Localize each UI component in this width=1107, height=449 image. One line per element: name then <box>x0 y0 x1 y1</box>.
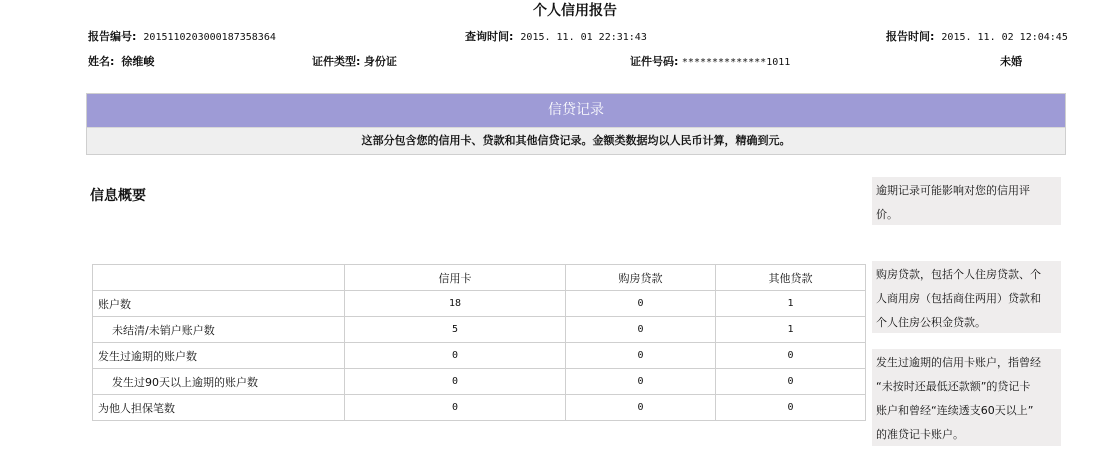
table-row <box>93 317 866 343</box>
cell-value: 0 <box>716 343 866 369</box>
id-number-value: **************1011 <box>681 57 791 68</box>
cell-value: 18 <box>345 291 566 317</box>
id-type-value: 身份证 <box>363 55 397 68</box>
report-time-label: 报告时间: <box>886 30 935 43</box>
note-line: “未按时还最低还款额”的贷记卡 <box>876 380 1031 393</box>
cell-value: 0 <box>566 317 716 343</box>
note-line: 发生过逾期的信用卡账户，指曾经 <box>876 356 1041 369</box>
query-time-value: 2015. 11. 01 22:31:43 <box>520 32 647 43</box>
credit-record-description: 这部分包含您的信用卡、贷款和其他信贷记录。金额类数据均以人民币计算，精确到元。 <box>87 127 1065 154</box>
note-line: 个人住房公积金贷款。 <box>876 316 986 329</box>
row-label: 为他人担保笔数 <box>93 395 345 421</box>
report-time-value: 2015. 11. 02 12:04:45 <box>941 32 1068 43</box>
table-row <box>93 369 866 395</box>
note-line: 账户和曾经“连续透支60天以上” <box>876 404 1034 417</box>
note-line: 购房贷款，包括个人住房贷款、个 <box>876 268 1041 281</box>
note-line: 价。 <box>876 208 898 221</box>
table-row <box>93 343 866 369</box>
row-label: 未结清/未销户账户数 <box>93 317 345 343</box>
cell-value: 5 <box>345 317 566 343</box>
credit-record-band <box>86 93 1066 155</box>
person-name <box>88 53 154 69</box>
table-header-row <box>93 265 866 291</box>
note-line: 逾期记录可能影响对您的信用评 <box>876 184 1030 197</box>
cell-value: 1 <box>716 291 866 317</box>
marital-status: 未婚 <box>1000 55 1022 68</box>
report-number-label: 报告编号: <box>88 30 137 43</box>
note-line: 的准贷记卡账户。 <box>876 428 964 441</box>
cell-value: 0 <box>566 291 716 317</box>
id-type-label: 证件类型: <box>312 55 361 68</box>
header-housing-loan: 购房贷款 <box>566 265 716 291</box>
cell-value: 0 <box>345 369 566 395</box>
id-number-label: 证件号码: <box>630 55 679 68</box>
cell-value: 0 <box>716 395 866 421</box>
table-row <box>93 291 866 317</box>
cell-value: 0 <box>566 369 716 395</box>
cell-value: 1 <box>716 317 866 343</box>
report-title: 个人信用报告 <box>533 3 617 19</box>
cell-value: 0 <box>345 343 566 369</box>
cell-value: 0 <box>716 369 866 395</box>
id-number <box>630 53 790 69</box>
table-row <box>93 395 866 421</box>
header-other-loan: 其他贷款 <box>716 265 866 291</box>
row-label: 发生过逾期的账户数 <box>93 343 345 369</box>
report-time <box>886 28 1068 44</box>
report-number <box>88 28 276 44</box>
report-number-value: 2015110203000187358364 <box>143 32 276 43</box>
name-value: 徐维峻 <box>121 55 155 68</box>
cell-value: 0 <box>566 395 716 421</box>
header-empty-cell <box>93 265 345 291</box>
cell-value: 0 <box>345 395 566 421</box>
summary-table <box>92 264 866 421</box>
id-type <box>312 53 397 69</box>
query-time <box>465 28 647 44</box>
cell-value: 0 <box>566 343 716 369</box>
name-label: 姓名: <box>88 55 115 68</box>
header-credit-card: 信用卡 <box>345 265 566 291</box>
summary-title: 信息概要 <box>90 188 146 204</box>
note-overdue-card <box>872 349 1061 446</box>
row-label: 账户数 <box>93 291 345 317</box>
row-label: 发生过90天以上逾期的账户数 <box>93 369 345 395</box>
query-time-label: 查询时间: <box>465 30 514 43</box>
note-line: 人商用房（包括商住两用）贷款和 <box>876 292 1041 305</box>
credit-record-heading: 信贷记录 <box>87 94 1065 127</box>
note-overdue-impact <box>872 177 1061 225</box>
note-housing-loan <box>872 261 1061 333</box>
